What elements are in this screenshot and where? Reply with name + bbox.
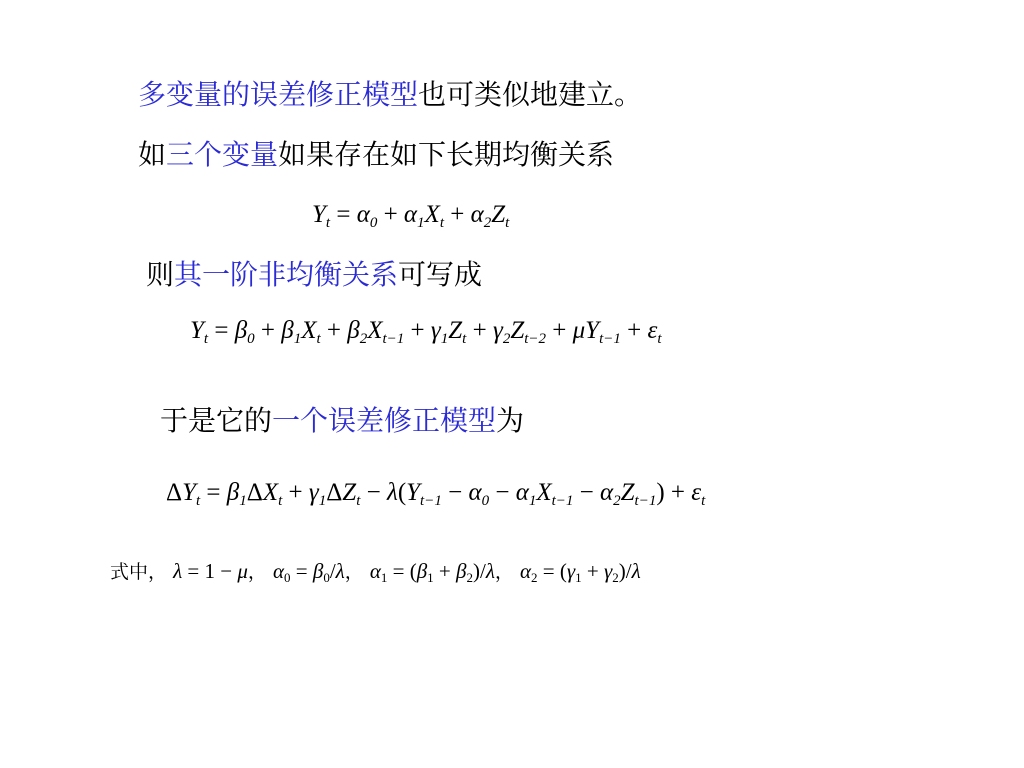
lambda-definition: λ = 1 − μ (173, 559, 248, 583)
disequilibrium-equation: $Y_t = \beta_0 + \beta_1X_t + \beta_2X_{t-1} + \gamma_1Z_t + \gamma_2Z_{t-2} + \mu Y_{t-1} + \varepsilon_t$ (190, 317, 662, 347)
ecm-highlight: 一个误差修正模型 (272, 404, 497, 437)
three-variable-rest: 如果存在如下长期均衡关系 (278, 138, 615, 171)
intro-highlight: 多变量的误差修正模型 (138, 78, 419, 111)
footnote-prefix: 式中， (110, 561, 168, 583)
intro-line (138, 78, 642, 112)
long-run-equation: $Y_t = \alpha_0 + \alpha_1X_t + \alpha_2Z_t$ (312, 201, 510, 231)
parameter-definitions (110, 558, 641, 585)
disequilibrium-rest: 可写成 (398, 258, 483, 291)
alpha0-definition: $\alpha_0 = \beta_0/\lambda$ (272, 559, 345, 585)
ecm-equation: $\Delta Y_t = \beta_1\Delta X_t + \gamma_1\Delta Z_t - \lambda(Y_{t-1} - \alpha_0 - \alpha_1X_{t-1} - \alpha_2Z_{t-1}) + \varepsilon_t$ (166, 479, 706, 509)
alpha2-definition: $\alpha_2 = (\gamma_1 + \gamma_2)/\lambda$ (519, 559, 641, 585)
ecm-prefix: 于是它的 (160, 404, 273, 437)
disequilibrium-prefix: 则 (146, 258, 175, 291)
footnote-separator: ， (494, 561, 514, 583)
three-variable-line (138, 138, 614, 172)
three-variable-highlight: 三个变量 (166, 138, 279, 171)
footnote-separator: ， (247, 561, 267, 583)
alpha1-definition: $\alpha_1 = (\beta_1 + \beta_2)/\lambda$ (369, 559, 495, 585)
disequilibrium-highlight: 其一阶非均衡关系 (174, 258, 399, 291)
footnote-separator: ， (344, 561, 364, 583)
three-variable-prefix: 如 (138, 138, 167, 171)
intro-rest: 也可类似地建立。 (418, 78, 643, 111)
ecm-line (160, 404, 524, 438)
ecm-rest: 为 (496, 404, 525, 437)
disequilibrium-line (146, 258, 482, 292)
